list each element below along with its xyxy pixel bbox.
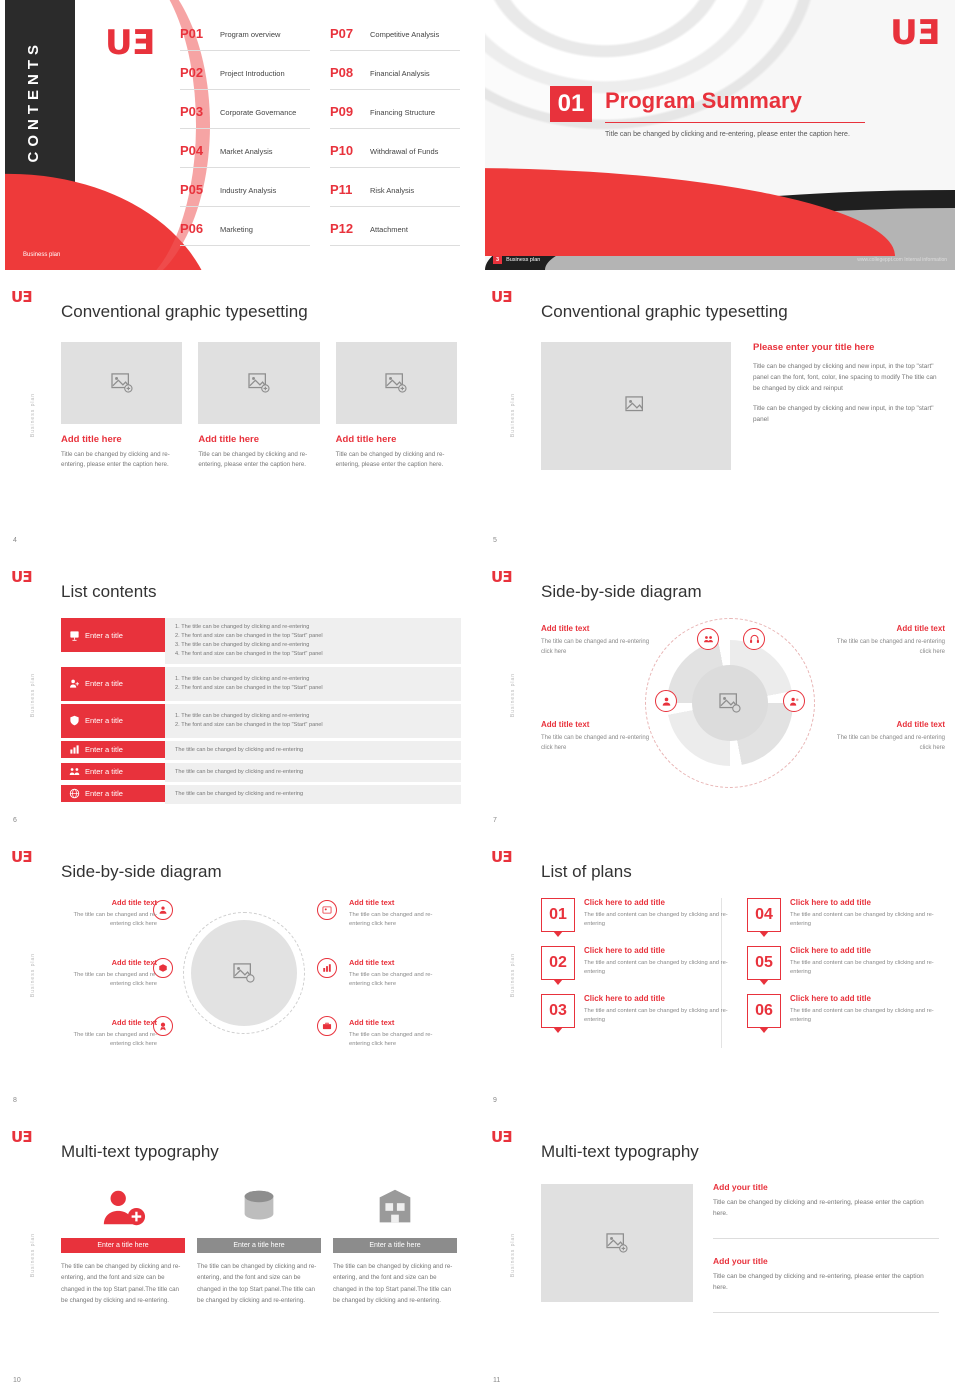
page-title: Conventional graphic typesetting bbox=[541, 302, 788, 321]
card-row bbox=[61, 342, 457, 470]
row-tag[interactable] bbox=[61, 667, 165, 701]
ue-logo: UƎ bbox=[890, 13, 939, 53]
row-line-text: The font and size can be changed in the top "Start" panel bbox=[181, 684, 323, 691]
presentation-icon bbox=[69, 630, 80, 641]
row-line: 4. The font and size can be changed in the top "Start" panel bbox=[175, 650, 323, 657]
toc-item[interactable] bbox=[180, 24, 320, 63]
image-placeholder[interactable] bbox=[541, 342, 731, 470]
column-bar-label: Enter a title here bbox=[333, 1238, 457, 1253]
ue-logo: UƎ bbox=[491, 288, 512, 306]
text-block bbox=[713, 1182, 939, 1219]
image-placeholder[interactable] bbox=[198, 342, 319, 424]
plan-text bbox=[790, 946, 937, 980]
plan-title: Click here to add title bbox=[790, 898, 871, 907]
row-tag[interactable] bbox=[61, 763, 165, 780]
column[interactable] bbox=[197, 1182, 321, 1307]
row-tag-label: Enter a title bbox=[85, 744, 123, 754]
text-block bbox=[349, 1018, 445, 1050]
row-line: 1. The title can be changed by clicking and re-entering bbox=[175, 624, 310, 630]
column[interactable] bbox=[61, 1182, 185, 1307]
toc-page-number: P01 bbox=[180, 26, 204, 41]
block-title: Add title text bbox=[541, 624, 590, 633]
toc-label: Corporate Governance bbox=[220, 108, 297, 117]
side-label: Business plan bbox=[30, 672, 37, 718]
block-body: The title can be changed and re-entering click here bbox=[541, 639, 650, 655]
slide-graphic-one-column bbox=[485, 280, 955, 550]
image-icon bbox=[625, 396, 647, 416]
row-line: 3. The title can be changed by clicking and re-entering bbox=[175, 641, 310, 648]
plan-number-badge: 02 bbox=[541, 946, 575, 980]
card-title: Add title here bbox=[335, 434, 397, 445]
page-title: List contents bbox=[61, 582, 157, 601]
block-body: Title can be changed by clicking and re-entering, please enter the caption here. bbox=[713, 1273, 924, 1291]
ue-logo: UƎ bbox=[491, 568, 512, 586]
row-body bbox=[165, 704, 461, 738]
row-body bbox=[165, 618, 461, 664]
column-row bbox=[61, 1182, 457, 1307]
plan-body: The title and content can be changed by clicking and re-entering bbox=[790, 960, 934, 976]
plan-body: The title and content can be changed by clicking and re-entering bbox=[584, 960, 728, 976]
text-block bbox=[825, 720, 945, 753]
row-tag-label: Enter a title bbox=[85, 716, 123, 726]
user-group-icon-pin[interactable] bbox=[783, 690, 805, 712]
slide-number: 11 bbox=[493, 1377, 501, 1384]
page-title: Side-by-side diagram bbox=[541, 582, 702, 601]
card[interactable] bbox=[198, 342, 319, 470]
toc-rule bbox=[180, 245, 310, 246]
row-line-text: The title can be changed by clicking and re-entering bbox=[181, 624, 310, 630]
ue-logo: UƎ bbox=[491, 848, 512, 866]
toc-label: Withdrawal of Funds bbox=[370, 147, 439, 156]
row-body: The title can be changed by clicking and re-entering bbox=[165, 763, 461, 782]
text-block bbox=[349, 958, 445, 990]
slide-number: 4 bbox=[13, 537, 17, 544]
row-line: 2. The font and size can be changed in the top "Start" panel bbox=[175, 684, 323, 691]
row-tag-label: Enter a title bbox=[85, 679, 123, 689]
slide-contents bbox=[5, 0, 475, 270]
user-add-icon bbox=[69, 678, 80, 689]
page-title: List of plans bbox=[541, 862, 632, 881]
block-body: The title can be changed and re-entering click here bbox=[836, 639, 945, 655]
plan-title: Click here to add title bbox=[584, 946, 665, 955]
footer-text: Business plan bbox=[506, 257, 541, 263]
ue-logo: UƎ bbox=[11, 1128, 32, 1146]
block-title: Add your title bbox=[713, 1182, 768, 1192]
slide-number: 7 bbox=[493, 817, 497, 824]
list-item[interactable] bbox=[61, 741, 461, 760]
text-block bbox=[541, 720, 661, 753]
toc-item[interactable] bbox=[330, 180, 470, 219]
toc-item[interactable] bbox=[330, 102, 470, 141]
side-label: Business plan bbox=[510, 392, 517, 438]
toc-rule bbox=[330, 89, 460, 90]
toc-rule bbox=[180, 50, 310, 51]
toc-item[interactable] bbox=[330, 24, 470, 63]
toc-rule bbox=[330, 128, 460, 129]
toc-label: Industry Analysis bbox=[220, 186, 277, 195]
text-block bbox=[61, 898, 157, 930]
text-block bbox=[349, 898, 445, 930]
shield-icon bbox=[69, 715, 80, 726]
toc-rule bbox=[180, 89, 310, 90]
page-title: Multi-text typography bbox=[541, 1142, 699, 1161]
toc-label: Risk Analysis bbox=[370, 186, 415, 195]
card-title: Add title here bbox=[198, 434, 260, 445]
toc-item[interactable] bbox=[180, 141, 320, 180]
toc-item[interactable] bbox=[180, 180, 320, 219]
image-icon bbox=[385, 373, 407, 393]
slide-graphic-three-column bbox=[5, 280, 475, 550]
row-tag-label: Enter a title bbox=[85, 766, 123, 776]
toc-item[interactable] bbox=[330, 63, 470, 102]
toc-page-number: P09 bbox=[330, 104, 354, 119]
page-title: Side-by-side diagram bbox=[61, 862, 222, 881]
image-icon bbox=[606, 1233, 628, 1253]
slide-number: 6 bbox=[13, 817, 17, 824]
slide-multi-text bbox=[5, 1120, 475, 1390]
slide-number: 5 bbox=[493, 537, 497, 544]
plan-text bbox=[584, 898, 731, 932]
block-body: Title can be changed by clicking and re-entering, please enter the caption here. bbox=[713, 1199, 924, 1217]
plan-title: Click here to add title bbox=[584, 994, 665, 1003]
database-icon bbox=[197, 1182, 321, 1232]
plan-item[interactable] bbox=[541, 994, 731, 1028]
toc-page-number: P02 bbox=[180, 65, 204, 80]
row-line: 1. The title can be changed by clicking and re-entering bbox=[175, 675, 310, 682]
slide-number: 8 bbox=[13, 1097, 17, 1104]
plan-number-badge: 03 bbox=[541, 994, 575, 1028]
toc-item[interactable] bbox=[330, 219, 470, 258]
toc-label: Marketing bbox=[220, 225, 253, 234]
plan-title: Click here to add title bbox=[790, 946, 871, 955]
plan-text bbox=[790, 898, 937, 932]
section-subtitle: Title can be changed by clicking and re-entering, please enter the caption here. bbox=[605, 131, 850, 138]
image-icon bbox=[111, 373, 133, 393]
plan-item[interactable] bbox=[747, 898, 937, 932]
toc-item[interactable] bbox=[180, 63, 320, 102]
card-body: Title can be changed by clicking and re-entering, please enter the caption here. bbox=[61, 451, 170, 468]
contents-footer: Business plan bbox=[23, 252, 61, 258]
image-placeholder[interactable] bbox=[61, 342, 182, 424]
toc-label: Program overview bbox=[220, 30, 281, 39]
bar-chart-icon bbox=[69, 744, 80, 755]
list-item[interactable] bbox=[61, 618, 461, 664]
side-label: Business plan bbox=[510, 1232, 517, 1278]
row-line-text: The font and size can be changed in the top "Start" panel bbox=[181, 721, 323, 728]
slide-number: 10 bbox=[13, 1377, 21, 1384]
block-paragraph-2: Title can be changed by clicking and new input, in the top "start" panel bbox=[753, 404, 934, 423]
plan-title: Click here to add title bbox=[584, 898, 665, 907]
row-tag-label: Enter a title bbox=[85, 630, 123, 640]
slide-list-contents bbox=[5, 560, 475, 830]
card-body: Title can be changed by clicking and re-entering, please enter the caption here. bbox=[198, 451, 308, 468]
slide-multi-text-two bbox=[485, 1120, 955, 1390]
row-body: The title can be changed by clicking and re-entering bbox=[165, 785, 461, 804]
toc-rule bbox=[330, 206, 460, 207]
text-block bbox=[713, 1256, 939, 1293]
image-placeholder[interactable] bbox=[541, 1184, 693, 1302]
image-icon bbox=[233, 963, 255, 983]
user-icon-pin[interactable] bbox=[655, 690, 677, 712]
row-line: 2. The font and size can be changed in the top "Start" panel bbox=[175, 721, 323, 728]
toc-rule bbox=[330, 50, 460, 51]
toc-page-number: P07 bbox=[330, 26, 354, 41]
column-body: The title can be changed by clicking and re-entering, and the font and size can be changed in the top Start panel.The title can be changed by clicking and re-entering. bbox=[197, 1263, 317, 1305]
slide-number: 3 bbox=[493, 256, 502, 264]
row-tag[interactable] bbox=[61, 618, 165, 652]
divider bbox=[713, 1312, 939, 1313]
ue-logo: UƎ bbox=[11, 568, 32, 586]
section-title: Program Summary bbox=[605, 88, 802, 113]
user-add-icon bbox=[61, 1182, 185, 1232]
title-underline bbox=[605, 122, 865, 123]
slide-number: 9 bbox=[493, 1097, 497, 1104]
plan-text bbox=[584, 946, 731, 980]
side-label: Business plan bbox=[30, 392, 37, 438]
slide-footer-right: www.collegeppt.com Internal information bbox=[857, 257, 947, 263]
list-item[interactable] bbox=[61, 763, 461, 782]
toc-page-number: P03 bbox=[180, 104, 204, 119]
toc-rule bbox=[180, 206, 310, 207]
toc-page-number: P05 bbox=[180, 182, 204, 197]
block-body: The title can be changed and re-entering click here bbox=[73, 972, 157, 988]
toc-label: Financial Analysis bbox=[370, 69, 430, 78]
row-line: 1. The title can be changed by clicking and re-entering bbox=[175, 712, 310, 719]
divider bbox=[713, 1238, 939, 1239]
ue-logo: UƎ bbox=[105, 23, 154, 63]
building-icon bbox=[333, 1182, 457, 1232]
block-body: The title can be changed and re-entering click here bbox=[836, 735, 945, 751]
page-title: Conventional graphic typesetting bbox=[61, 302, 308, 321]
ue-logo: UƎ bbox=[11, 848, 32, 866]
block-title: Add title text bbox=[349, 1018, 395, 1027]
column[interactable] bbox=[333, 1182, 457, 1307]
side-label: Business plan bbox=[30, 952, 37, 998]
plan-number-badge: 05 bbox=[747, 946, 781, 980]
card-body: Title can be changed by clicking and re-entering, please enter the caption here. bbox=[335, 451, 445, 468]
block-body: The title can be changed and re-entering click here bbox=[73, 912, 157, 928]
side-label: Business plan bbox=[30, 1232, 37, 1278]
toc-rule bbox=[330, 167, 460, 168]
row-tag-label: Enter a title bbox=[85, 788, 123, 798]
row-body bbox=[165, 667, 461, 701]
ue-logo: UƎ bbox=[11, 288, 32, 306]
row-line-text: The font and size can be changed in the top "Start" panel bbox=[181, 632, 323, 639]
slide-list-of-plans bbox=[485, 840, 955, 1110]
block-title: Add title text bbox=[541, 720, 590, 729]
text-block bbox=[753, 342, 939, 425]
block-title: Add title text bbox=[349, 898, 395, 907]
toc-page-number: P06 bbox=[180, 221, 204, 236]
headset-icon-pin[interactable] bbox=[743, 628, 765, 650]
toc-rule bbox=[180, 167, 310, 168]
row-line-text: The title can be changed by clicking and re-entering bbox=[181, 712, 310, 719]
list-item[interactable] bbox=[61, 667, 461, 701]
briefcase-icon-node[interactable] bbox=[317, 1016, 337, 1036]
block-title: Add title text bbox=[111, 898, 157, 907]
block-title: Add title text bbox=[349, 958, 395, 967]
block-title: Add your title bbox=[713, 1256, 768, 1266]
toc-rule bbox=[330, 245, 460, 246]
plan-body: The title and content can be changed by clicking and re-entering bbox=[584, 912, 728, 928]
column-body: The title can be changed by clicking and re-entering, and the font and size can be changed in the top Start panel.The title can be changed by clicking and re-entering. bbox=[333, 1263, 453, 1305]
toc-page-number: P08 bbox=[330, 65, 354, 80]
row-tag[interactable] bbox=[61, 704, 165, 738]
row-tag[interactable] bbox=[61, 785, 165, 802]
block-paragraph-1: Title can be changed by clicking and new input, in the top "start" panel can the font, font, color, line spacing to modify The title can be changed by click and reinput bbox=[753, 363, 937, 393]
plan-grid bbox=[541, 898, 937, 1028]
plan-number-badge: 01 bbox=[541, 898, 575, 932]
column-body: The title can be changed by clicking and re-entering, and the font and size can be changed in the top Start panel.The title can be changed by clicking and re-entering. bbox=[61, 1263, 181, 1305]
toc-item[interactable] bbox=[330, 141, 470, 180]
plan-body: The title and content can be changed by clicking and re-entering bbox=[790, 912, 934, 928]
row-line-text: The title can be changed by clicking and re-entering bbox=[181, 675, 310, 682]
person-card-icon-node[interactable] bbox=[317, 900, 337, 920]
plan-item[interactable] bbox=[541, 946, 731, 980]
plan-item[interactable] bbox=[747, 994, 937, 1028]
slide-side-by-side-donut bbox=[485, 560, 955, 830]
text-block bbox=[541, 624, 661, 657]
people-icon bbox=[69, 766, 80, 777]
block-title: Add title text bbox=[111, 1018, 157, 1027]
block-body: The title can be changed and re-entering click here bbox=[349, 972, 433, 988]
block-body: The title can be changed and re-entering click here bbox=[349, 912, 433, 928]
slide-side-by-side-circle bbox=[5, 840, 475, 1110]
page-title: Multi-text typography bbox=[61, 1142, 219, 1161]
toc-label: Attachment bbox=[370, 225, 408, 234]
chart-icon-node[interactable] bbox=[317, 958, 337, 978]
block-body: The title can be changed and re-entering click here bbox=[73, 1032, 157, 1048]
table-of-contents bbox=[180, 24, 470, 258]
image-icon bbox=[248, 373, 270, 393]
row-tag[interactable] bbox=[61, 741, 165, 758]
list-item[interactable] bbox=[61, 785, 461, 804]
toc-label: Financing Structure bbox=[370, 108, 436, 117]
block-body: The title can be changed and re-entering click here bbox=[349, 1032, 433, 1048]
plan-body: The title and content can be changed by clicking and re-entering bbox=[584, 1008, 728, 1024]
section-number-badge: 01 bbox=[550, 86, 592, 122]
row-line-text: The font and size can be changed in the top "Start" panel bbox=[181, 650, 323, 657]
card[interactable] bbox=[61, 342, 182, 470]
image-placeholder[interactable] bbox=[336, 342, 457, 424]
plan-number-badge: 04 bbox=[747, 898, 781, 932]
donut-diagram bbox=[645, 618, 815, 788]
block-title: Add title text bbox=[111, 958, 157, 967]
row-line: 2. The font and size can be changed in the top "Start" panel bbox=[175, 632, 323, 639]
toc-item[interactable] bbox=[180, 102, 320, 141]
block-body: The title can be changed and re-entering click here bbox=[541, 735, 650, 751]
toc-label: Competitive Analysis bbox=[370, 30, 440, 39]
card[interactable] bbox=[336, 342, 457, 470]
globe-icon bbox=[69, 788, 80, 799]
donut-center[interactable] bbox=[692, 665, 768, 741]
plan-number-badge: 06 bbox=[747, 994, 781, 1028]
row-line-text: The title can be changed by clicking and re-entering bbox=[181, 641, 310, 648]
toc-item[interactable] bbox=[180, 219, 320, 258]
text-block bbox=[825, 624, 945, 657]
toc-page-number: P04 bbox=[180, 143, 204, 158]
side-label: Business plan bbox=[510, 952, 517, 998]
ue-logo: UƎ bbox=[491, 1128, 512, 1146]
slide-footer-left bbox=[493, 257, 540, 263]
center-image-placeholder[interactable] bbox=[191, 920, 297, 1026]
image-icon bbox=[719, 693, 741, 713]
toc-page-number: P12 bbox=[330, 221, 354, 236]
side-label: Business plan bbox=[510, 672, 517, 718]
plan-body: The title and content can be changed by clicking and re-entering bbox=[790, 1008, 934, 1024]
list-rows bbox=[61, 618, 461, 807]
block-title: Add title text bbox=[896, 720, 945, 729]
row-body: The title can be changed by clicking and re-entering bbox=[165, 741, 461, 760]
toc-page-number: P10 bbox=[330, 143, 354, 158]
plan-text bbox=[790, 994, 937, 1028]
plan-item[interactable] bbox=[747, 946, 937, 980]
block-title: Add title text bbox=[896, 624, 945, 633]
contents-vertical-label: CONTENTS bbox=[25, 40, 42, 163]
slide-program-summary bbox=[485, 0, 955, 270]
toc-label: Project Introduction bbox=[220, 69, 285, 78]
toc-rule bbox=[180, 128, 310, 129]
people-icon-pin[interactable] bbox=[697, 628, 719, 650]
list-item[interactable] bbox=[61, 704, 461, 738]
plan-title: Click here to add title bbox=[790, 994, 871, 1003]
plan-item[interactable] bbox=[541, 898, 731, 932]
text-block bbox=[61, 958, 157, 990]
text-block bbox=[61, 1018, 157, 1050]
column-bar-label: Enter a title here bbox=[61, 1238, 185, 1253]
toc-page-number: P11 bbox=[330, 182, 353, 197]
card-title: Add title here bbox=[61, 434, 122, 445]
column-bar-label: Enter a title here bbox=[197, 1238, 321, 1253]
plan-text bbox=[584, 994, 731, 1028]
block-heading: Please enter your title here bbox=[753, 342, 875, 353]
toc-label: Market Analysis bbox=[220, 147, 273, 156]
